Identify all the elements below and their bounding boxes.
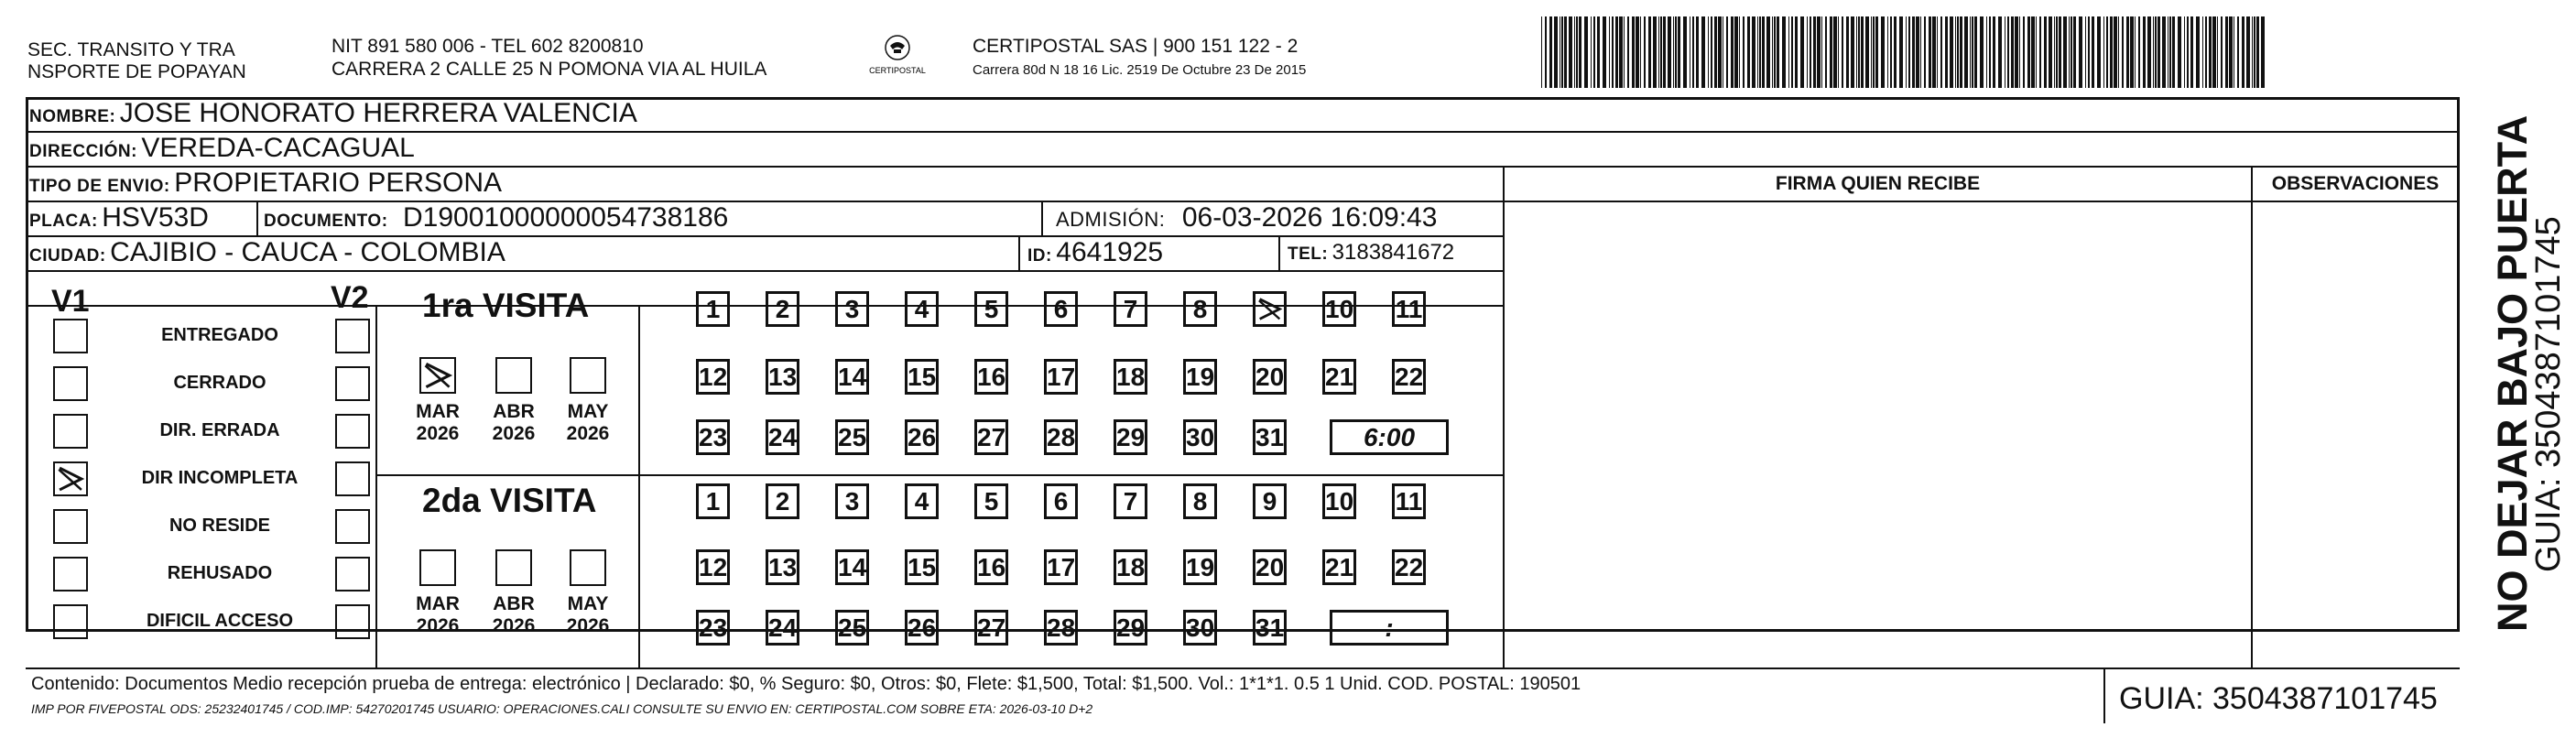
day-box[interactable]: 4 bbox=[905, 291, 939, 327]
direccion-label: DIRECCIÓN: bbox=[29, 142, 137, 161]
day-box[interactable]: 20 bbox=[1253, 359, 1287, 395]
footer-guia: GUIA: 3504387101745 bbox=[2119, 681, 2438, 716]
reason-label: CERRADO bbox=[173, 373, 266, 393]
placa-label: PLACA: bbox=[29, 212, 98, 231]
day-box[interactable]: 16 bbox=[974, 549, 1008, 585]
v2-checkbox[interactable] bbox=[335, 604, 370, 639]
month-year: 2026 bbox=[416, 615, 460, 636]
nombre-value: JOSE HONORATO HERRERA VALENCIA bbox=[119, 98, 637, 128]
v2-checkbox[interactable] bbox=[335, 319, 370, 353]
day-box[interactable]: 19 bbox=[1183, 549, 1217, 585]
day-box[interactable]: 31 bbox=[1253, 610, 1287, 646]
v1-checkbox[interactable] bbox=[53, 557, 88, 591]
day-box[interactable]: 11 bbox=[1392, 483, 1426, 519]
v1-label: V1 bbox=[51, 284, 90, 319]
month-label bbox=[486, 401, 541, 445]
day-box[interactable]: 27 bbox=[974, 610, 1008, 646]
month-year: 2026 bbox=[492, 615, 536, 636]
admision-value: 06-03-2026 16:09:43 bbox=[1181, 202, 1438, 233]
reason-label: DIR INCOMPLETA bbox=[141, 468, 299, 488]
tel-label: TEL: bbox=[1288, 244, 1329, 264]
sender-nit: NIT 891 580 006 - TEL 602 8200810 bbox=[332, 36, 644, 57]
visit-2-title: 2da VISITA bbox=[422, 482, 597, 519]
day-box[interactable]: 5 bbox=[974, 483, 1008, 519]
month-checkbox[interactable] bbox=[419, 357, 456, 394]
month-name: ABR bbox=[493, 593, 535, 614]
month-checkbox[interactable] bbox=[419, 549, 456, 586]
month-checkbox[interactable] bbox=[495, 549, 532, 586]
day-box[interactable]: 21 bbox=[1322, 549, 1356, 585]
day-box[interactable]: 13 bbox=[766, 359, 799, 395]
day-box[interactable]: 10 bbox=[1322, 483, 1356, 519]
admision-label: ADMISIÓN: bbox=[1056, 208, 1166, 231]
day-box[interactable]: 8 bbox=[1183, 291, 1217, 327]
tipo-value: PROPIETARIO PERSONA bbox=[174, 168, 503, 198]
day-box[interactable]: 14 bbox=[835, 359, 869, 395]
month-label bbox=[410, 401, 465, 445]
day-box[interactable]: 6 bbox=[1044, 483, 1078, 519]
day-box[interactable]: 3 bbox=[835, 291, 869, 327]
day-box[interactable]: 25 bbox=[835, 419, 869, 455]
sender-line-1: SEC. TRANSITO Y TRA bbox=[27, 39, 235, 60]
footer-imp: IMP POR FIVEPOSTAL ODS: 25232401745 / COD.IMP: 54270201745 USUARIO: OPERACIONES.CALI CONSULTE SU ENVIO EN: CERTIPOSTAL.COM SOBRE ETA: 2026-03-10 D+2 bbox=[31, 701, 1093, 716]
logo-text: CERTIPOSTAL bbox=[869, 66, 926, 75]
day-box[interactable]: 17 bbox=[1044, 359, 1078, 395]
day-box[interactable]: 24 bbox=[766, 610, 799, 646]
documento-row bbox=[264, 202, 728, 238]
day-box[interactable]: 1 bbox=[696, 291, 730, 327]
day-box[interactable]: 17 bbox=[1044, 549, 1078, 585]
company-license: Carrera 80d N 18 16 Lic. 2519 De Octubre 23 De 2015 bbox=[973, 62, 1307, 78]
day-box[interactable]: 2 bbox=[766, 483, 799, 519]
v2-label: V2 bbox=[331, 280, 369, 315]
day-box[interactable]: 14 bbox=[835, 549, 869, 585]
day-box[interactable]: 15 bbox=[905, 549, 939, 585]
placa-row bbox=[29, 202, 209, 238]
month-year: 2026 bbox=[416, 423, 460, 444]
month-checkbox[interactable] bbox=[570, 549, 606, 586]
day-box[interactable]: 16 bbox=[974, 359, 1008, 395]
day-box[interactable]: 18 bbox=[1114, 549, 1147, 585]
direccion-value: VEREDA-CACAGUAL bbox=[141, 133, 415, 163]
id-label: ID: bbox=[1027, 246, 1052, 266]
reason-label: REHUSADO bbox=[167, 563, 273, 583]
day-box[interactable]: 31 bbox=[1253, 419, 1287, 455]
month-label bbox=[560, 401, 615, 445]
barcode-icon bbox=[1541, 16, 2269, 88]
documento-label: DOCUMENTO: bbox=[264, 212, 388, 231]
day-box[interactable]: 28 bbox=[1044, 610, 1078, 646]
reason-label: DIR. ERRADA bbox=[159, 420, 280, 440]
v2-checkbox[interactable] bbox=[335, 414, 370, 449]
firma-header: FIRMA QUIEN RECIBE bbox=[1775, 173, 1981, 194]
day-box[interactable]: 1 bbox=[696, 483, 730, 519]
v2-checkbox[interactable] bbox=[335, 509, 370, 544]
day-box[interactable]: 23 bbox=[696, 419, 730, 455]
id-value: 4641925 bbox=[1056, 237, 1164, 267]
day-box[interactable]: 5 bbox=[974, 291, 1008, 327]
v1-checkbox[interactable] bbox=[53, 414, 88, 449]
sender-line-2: NSPORTE DE POPAYAN bbox=[27, 61, 246, 82]
day-box[interactable]: 2 bbox=[766, 291, 799, 327]
observaciones-header: OBSERVACIONES bbox=[2271, 173, 2440, 194]
no-dejar-bajo-puerta: NO DEJAR BAJO PUERTA bbox=[2489, 114, 2536, 632]
day-box[interactable]: 22 bbox=[1392, 359, 1426, 395]
v1-checkbox[interactable] bbox=[53, 461, 88, 496]
day-box[interactable]: 6 bbox=[1044, 291, 1078, 327]
month-label bbox=[410, 593, 465, 637]
day-box[interactable]: 19 bbox=[1183, 359, 1217, 395]
day-box[interactable]: 26 bbox=[905, 419, 939, 455]
day-box[interactable]: 23 bbox=[696, 610, 730, 646]
tipo-row bbox=[29, 168, 502, 203]
month-name: MAR bbox=[416, 593, 460, 614]
ciudad-value: CAJIBIO - CAUCA - COLOMBIA bbox=[110, 237, 505, 267]
day-box[interactable]: 12 bbox=[696, 359, 730, 395]
v1-checkbox[interactable] bbox=[53, 366, 88, 401]
admision-row bbox=[1056, 202, 1437, 238]
tel-value: 3183841672 bbox=[1331, 240, 1455, 265]
day-box[interactable]: 21 bbox=[1322, 359, 1356, 395]
tel-row bbox=[1288, 237, 1454, 271]
tipo-label: TIPO DE ENVIO: bbox=[29, 177, 170, 196]
day-box[interactable]: 7 bbox=[1114, 483, 1147, 519]
day-box[interactable]: 9 bbox=[1253, 483, 1287, 519]
month-checkbox[interactable] bbox=[570, 357, 606, 394]
day-box[interactable]: 27 bbox=[974, 419, 1008, 455]
month-year: 2026 bbox=[566, 423, 610, 444]
day-box[interactable]: 10 bbox=[1322, 291, 1356, 327]
day-box[interactable]: 30 bbox=[1183, 610, 1217, 646]
month-year: 2026 bbox=[492, 423, 536, 444]
reason-label: NO RESIDE bbox=[168, 516, 271, 536]
day-box[interactable]: 29 bbox=[1114, 419, 1147, 455]
reason-label: ENTREGADO bbox=[161, 325, 278, 345]
day-box[interactable]: 24 bbox=[766, 419, 799, 455]
day-box[interactable]: 13 bbox=[766, 549, 799, 585]
day-box[interactable]: 30 bbox=[1183, 419, 1217, 455]
month-label bbox=[560, 593, 615, 637]
v2-checkbox[interactable] bbox=[335, 366, 370, 401]
sender-address: CARRERA 2 CALLE 25 N POMONA VIA AL HUILA bbox=[332, 59, 767, 80]
day-box[interactable]: 12 bbox=[696, 549, 730, 585]
v2-checkbox[interactable] bbox=[335, 557, 370, 591]
month-name: MAR bbox=[416, 401, 460, 422]
direccion-row bbox=[29, 133, 415, 168]
month-checkbox[interactable] bbox=[495, 357, 532, 394]
day-box[interactable]: 29 bbox=[1114, 610, 1147, 646]
day-box[interactable]: 18 bbox=[1114, 359, 1147, 395]
day-box[interactable]: 25 bbox=[835, 610, 869, 646]
day-box[interactable]: 8 bbox=[1183, 483, 1217, 519]
nombre-row bbox=[29, 98, 637, 134]
month-name: ABR bbox=[493, 401, 535, 422]
v2-checkbox[interactable] bbox=[335, 461, 370, 496]
time-box[interactable]: : bbox=[1330, 610, 1449, 646]
v1-checkbox[interactable] bbox=[53, 604, 88, 639]
company-name: CERTIPOSTAL SAS | 900 151 122 - 2 bbox=[973, 36, 1299, 57]
documento-value: D19001000000054738186 bbox=[403, 202, 729, 233]
day-box[interactable]: 20 bbox=[1253, 549, 1287, 585]
month-name: MAY bbox=[567, 401, 609, 422]
day-box[interactable]: 22 bbox=[1392, 549, 1426, 585]
reason-label: DIFICIL ACCESO bbox=[146, 611, 293, 631]
day-box[interactable]: 28 bbox=[1044, 419, 1078, 455]
day-box[interactable]: 3 bbox=[835, 483, 869, 519]
month-label bbox=[486, 593, 541, 637]
ciudad-row bbox=[29, 237, 505, 273]
certipostal-logo bbox=[865, 33, 929, 81]
nombre-label: NOMBRE: bbox=[29, 107, 116, 126]
visit-1-title: 1ra VISITA bbox=[422, 287, 590, 324]
month-name: MAY bbox=[567, 593, 609, 614]
month-year: 2026 bbox=[566, 615, 610, 636]
day-box[interactable]: 11 bbox=[1392, 291, 1426, 327]
placa-value: HSV53D bbox=[102, 202, 209, 233]
v1-checkbox[interactable] bbox=[53, 319, 88, 353]
day-box[interactable]: 7 bbox=[1114, 291, 1147, 327]
footer-contenido: Contenido: Documentos Medio recepción prueba de entrega: electrónico | Declarado: $0, % Seguro: $0, Otros: $0, Flete: $1,500, Total: $1,500. Vol.: 1*1*1. 0.5 1 Unid. COD. POSTAL: 190501 bbox=[31, 674, 1581, 694]
id-row bbox=[1027, 237, 1163, 273]
day-box[interactable] bbox=[1253, 291, 1287, 327]
ciudad-label: CIUDAD: bbox=[29, 246, 106, 266]
v1-checkbox[interactable] bbox=[53, 509, 88, 544]
side-guia: GUIA: 3504387101745 bbox=[2529, 216, 2568, 572]
day-box[interactable]: 26 bbox=[905, 610, 939, 646]
day-box[interactable]: 4 bbox=[905, 483, 939, 519]
time-box[interactable]: 6:00 bbox=[1330, 419, 1449, 455]
day-box[interactable]: 15 bbox=[905, 359, 939, 395]
